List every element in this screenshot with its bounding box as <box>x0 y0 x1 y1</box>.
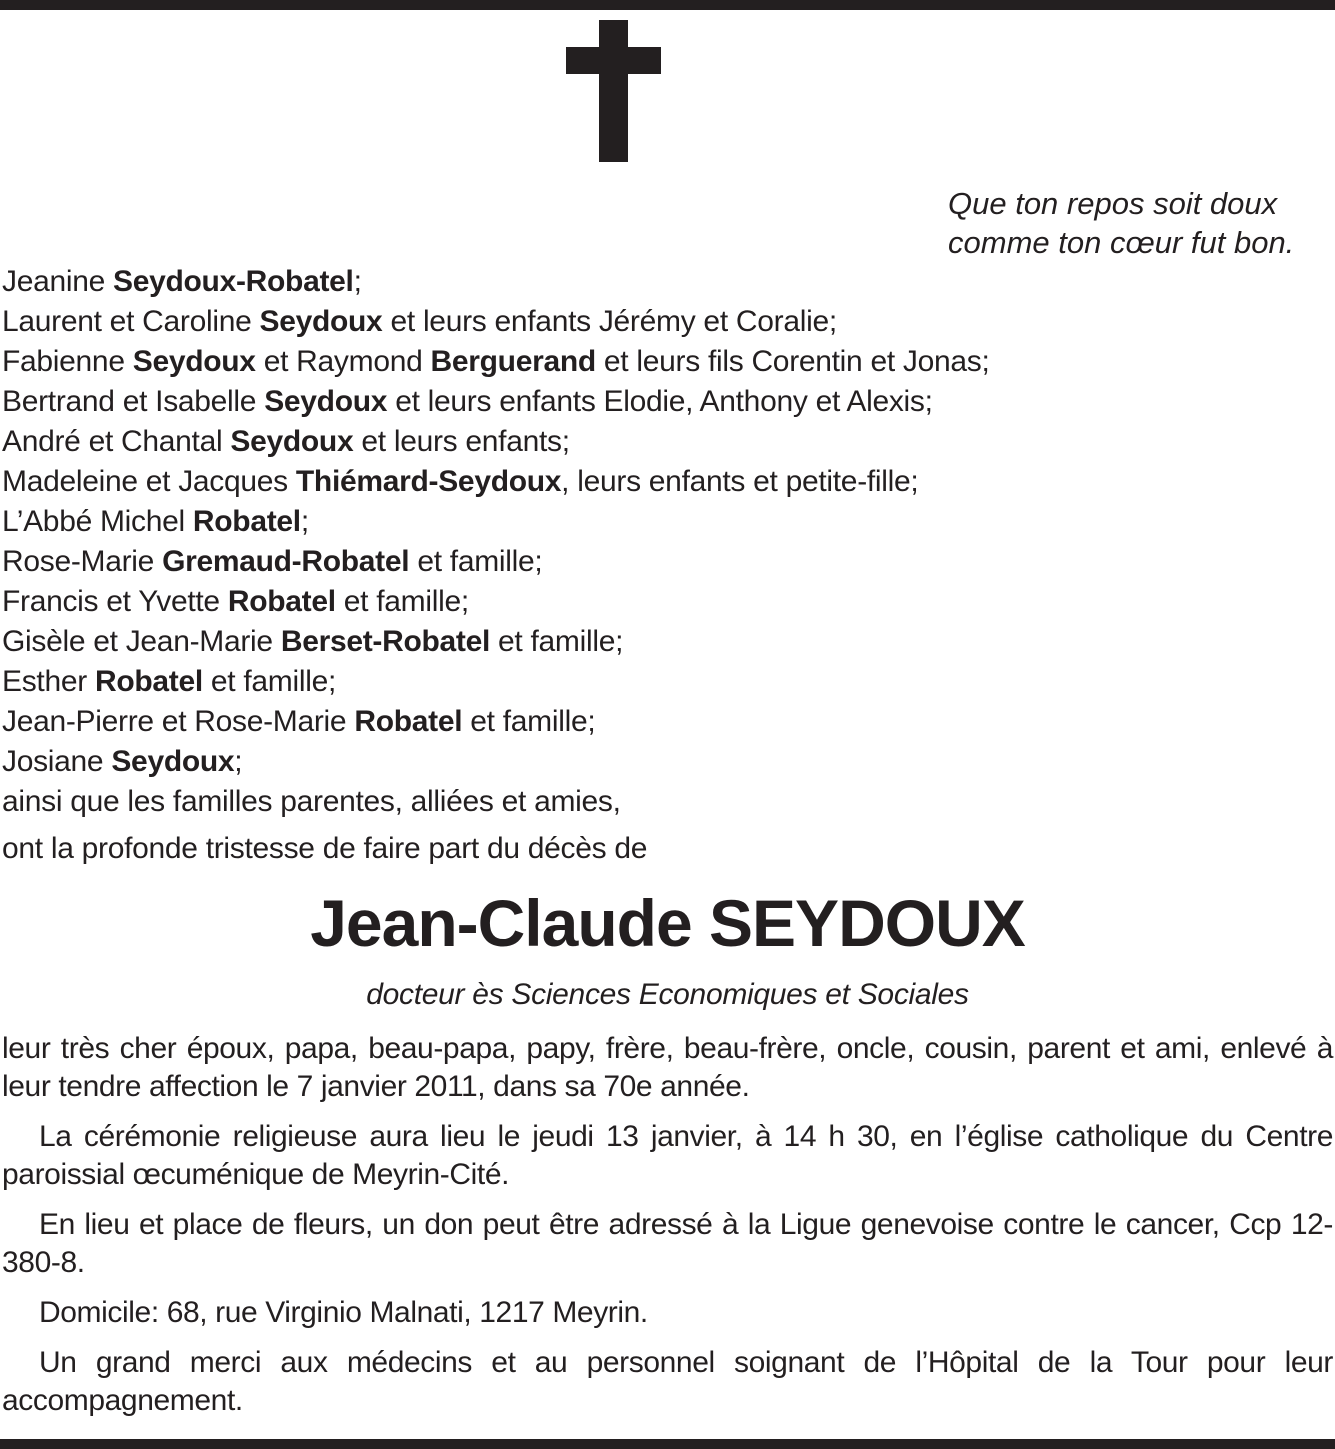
family-text: Laurent et Caroline <box>2 305 260 338</box>
family-text: Fabienne <box>2 345 133 378</box>
family-text: Josiane <box>2 745 112 778</box>
family-list <box>2 262 990 822</box>
family-line <box>2 702 990 742</box>
family-surname: Gremaud-Robatel <box>162 545 410 578</box>
family-line <box>2 662 990 702</box>
family-line <box>2 462 990 502</box>
family-text: L’Abbé Michel <box>2 505 193 538</box>
deceased-name: Jean-Claude SEYDOUX <box>310 886 1025 960</box>
cross-icon <box>566 20 661 162</box>
family-text: ; <box>353 265 362 298</box>
family-surname: Seydoux-Robatel <box>113 265 354 298</box>
family-surname: Seydoux <box>132 345 256 378</box>
cross-vertical-bar <box>599 20 628 162</box>
family-text: André et Chantal <box>2 425 231 458</box>
family-text: et famille; <box>462 705 596 738</box>
family-line <box>2 622 990 662</box>
family-text: et leurs enfants Jérémy et Coralie; <box>382 305 837 338</box>
family-line <box>2 742 990 782</box>
family-text: Gisèle et Jean-Marie <box>2 625 281 658</box>
epitaph-quote <box>948 184 1294 262</box>
family-surname: Robatel <box>354 705 463 738</box>
epitaph-line-1: Que ton repos soit doux <box>948 186 1278 221</box>
family-text: et leurs fils Corentin et Jonas; <box>595 345 990 378</box>
family-text: et leurs enfants; <box>353 425 570 458</box>
family-text: , leurs enfants et petite-fille; <box>561 465 919 498</box>
family-surname: Seydoux <box>230 425 354 458</box>
family-surname: Robatel <box>192 505 301 538</box>
bottom-border-rule <box>0 1439 1335 1449</box>
family-surname: Seydoux <box>259 305 383 338</box>
announcement-body <box>2 1030 1333 1432</box>
family-surname: Robatel <box>94 665 203 698</box>
body-paragraph-address: Domicile: 68, rue Virginio Malnati, 1217 Meyrin. <box>39 1296 648 1329</box>
family-surname: Robatel <box>227 585 336 618</box>
family-text: Madeleine et Jacques <box>2 465 296 498</box>
family-text: Bertrand et Isabelle <box>2 385 265 418</box>
family-line <box>2 542 990 582</box>
family-line <box>2 262 990 302</box>
announcement-lead: ont la profonde tristesse de faire part du décès de <box>2 832 648 865</box>
family-surname: Seydoux <box>111 745 235 778</box>
deceased-title: docteur ès Sciences Economiques et Sociales <box>366 978 969 1011</box>
epitaph-line-2: comme ton cœur fut bon. <box>948 225 1295 260</box>
family-surname: Thiémard-Seydoux <box>295 465 562 498</box>
family-line <box>2 782 990 822</box>
family-line <box>2 582 990 622</box>
body-paragraph-relationship: leur très cher époux, papa, beau-papa, papy, frère, beau-frère, oncle, cousin, parent et ami, enlevé à leur tendre affection le 7 janvier 2011, dans sa 70e année. <box>2 1032 1333 1103</box>
family-text: Rose-Marie <box>2 545 163 578</box>
family-text: et famille; <box>335 585 469 618</box>
family-text: ; <box>234 745 243 778</box>
family-text: Jeanine <box>2 265 114 298</box>
family-text: et famille; <box>409 545 543 578</box>
body-paragraph-ceremony: La cérémonie religieuse aura lieu le jeudi 13 janvier, à 14 h 30, en l’église catholique du Centre paroissial œcuménique de Meyrin-Cité. <box>2 1120 1333 1191</box>
family-text: ainsi que les familles parentes, alliées et amies, <box>2 785 621 818</box>
family-text: et famille; <box>490 625 624 658</box>
cross-horizontal-bar <box>566 47 661 74</box>
family-text: et Raymond <box>255 345 431 378</box>
body-paragraph-donation: En lieu et place de fleurs, un don peut être adressé à la Ligue genevoise contre le cancer, Ccp 12-380-8. <box>2 1208 1333 1279</box>
family-text: et leurs enfants Elodie, Anthony et Alexis; <box>387 385 933 418</box>
family-line <box>2 422 990 462</box>
family-line <box>2 502 990 542</box>
family-text: Jean-Pierre et Rose-Marie <box>2 705 355 738</box>
family-text: ; <box>300 505 309 538</box>
family-surname: Berguerand <box>430 345 596 378</box>
top-border-rule <box>0 0 1335 10</box>
family-text: Esther <box>2 665 95 698</box>
family-text: Francis et Yvette <box>2 585 228 618</box>
family-text: et famille; <box>202 665 336 698</box>
family-surname: Berset-Robatel <box>280 625 491 658</box>
family-line <box>2 342 990 382</box>
family-line <box>2 382 990 422</box>
body-paragraph-thanks: Un grand merci aux médecins et au personnel soignant de l’Hôpital de la Tour pour leur accompagnement. <box>2 1346 1333 1417</box>
family-surname: Seydoux <box>264 385 388 418</box>
family-line <box>2 302 990 342</box>
